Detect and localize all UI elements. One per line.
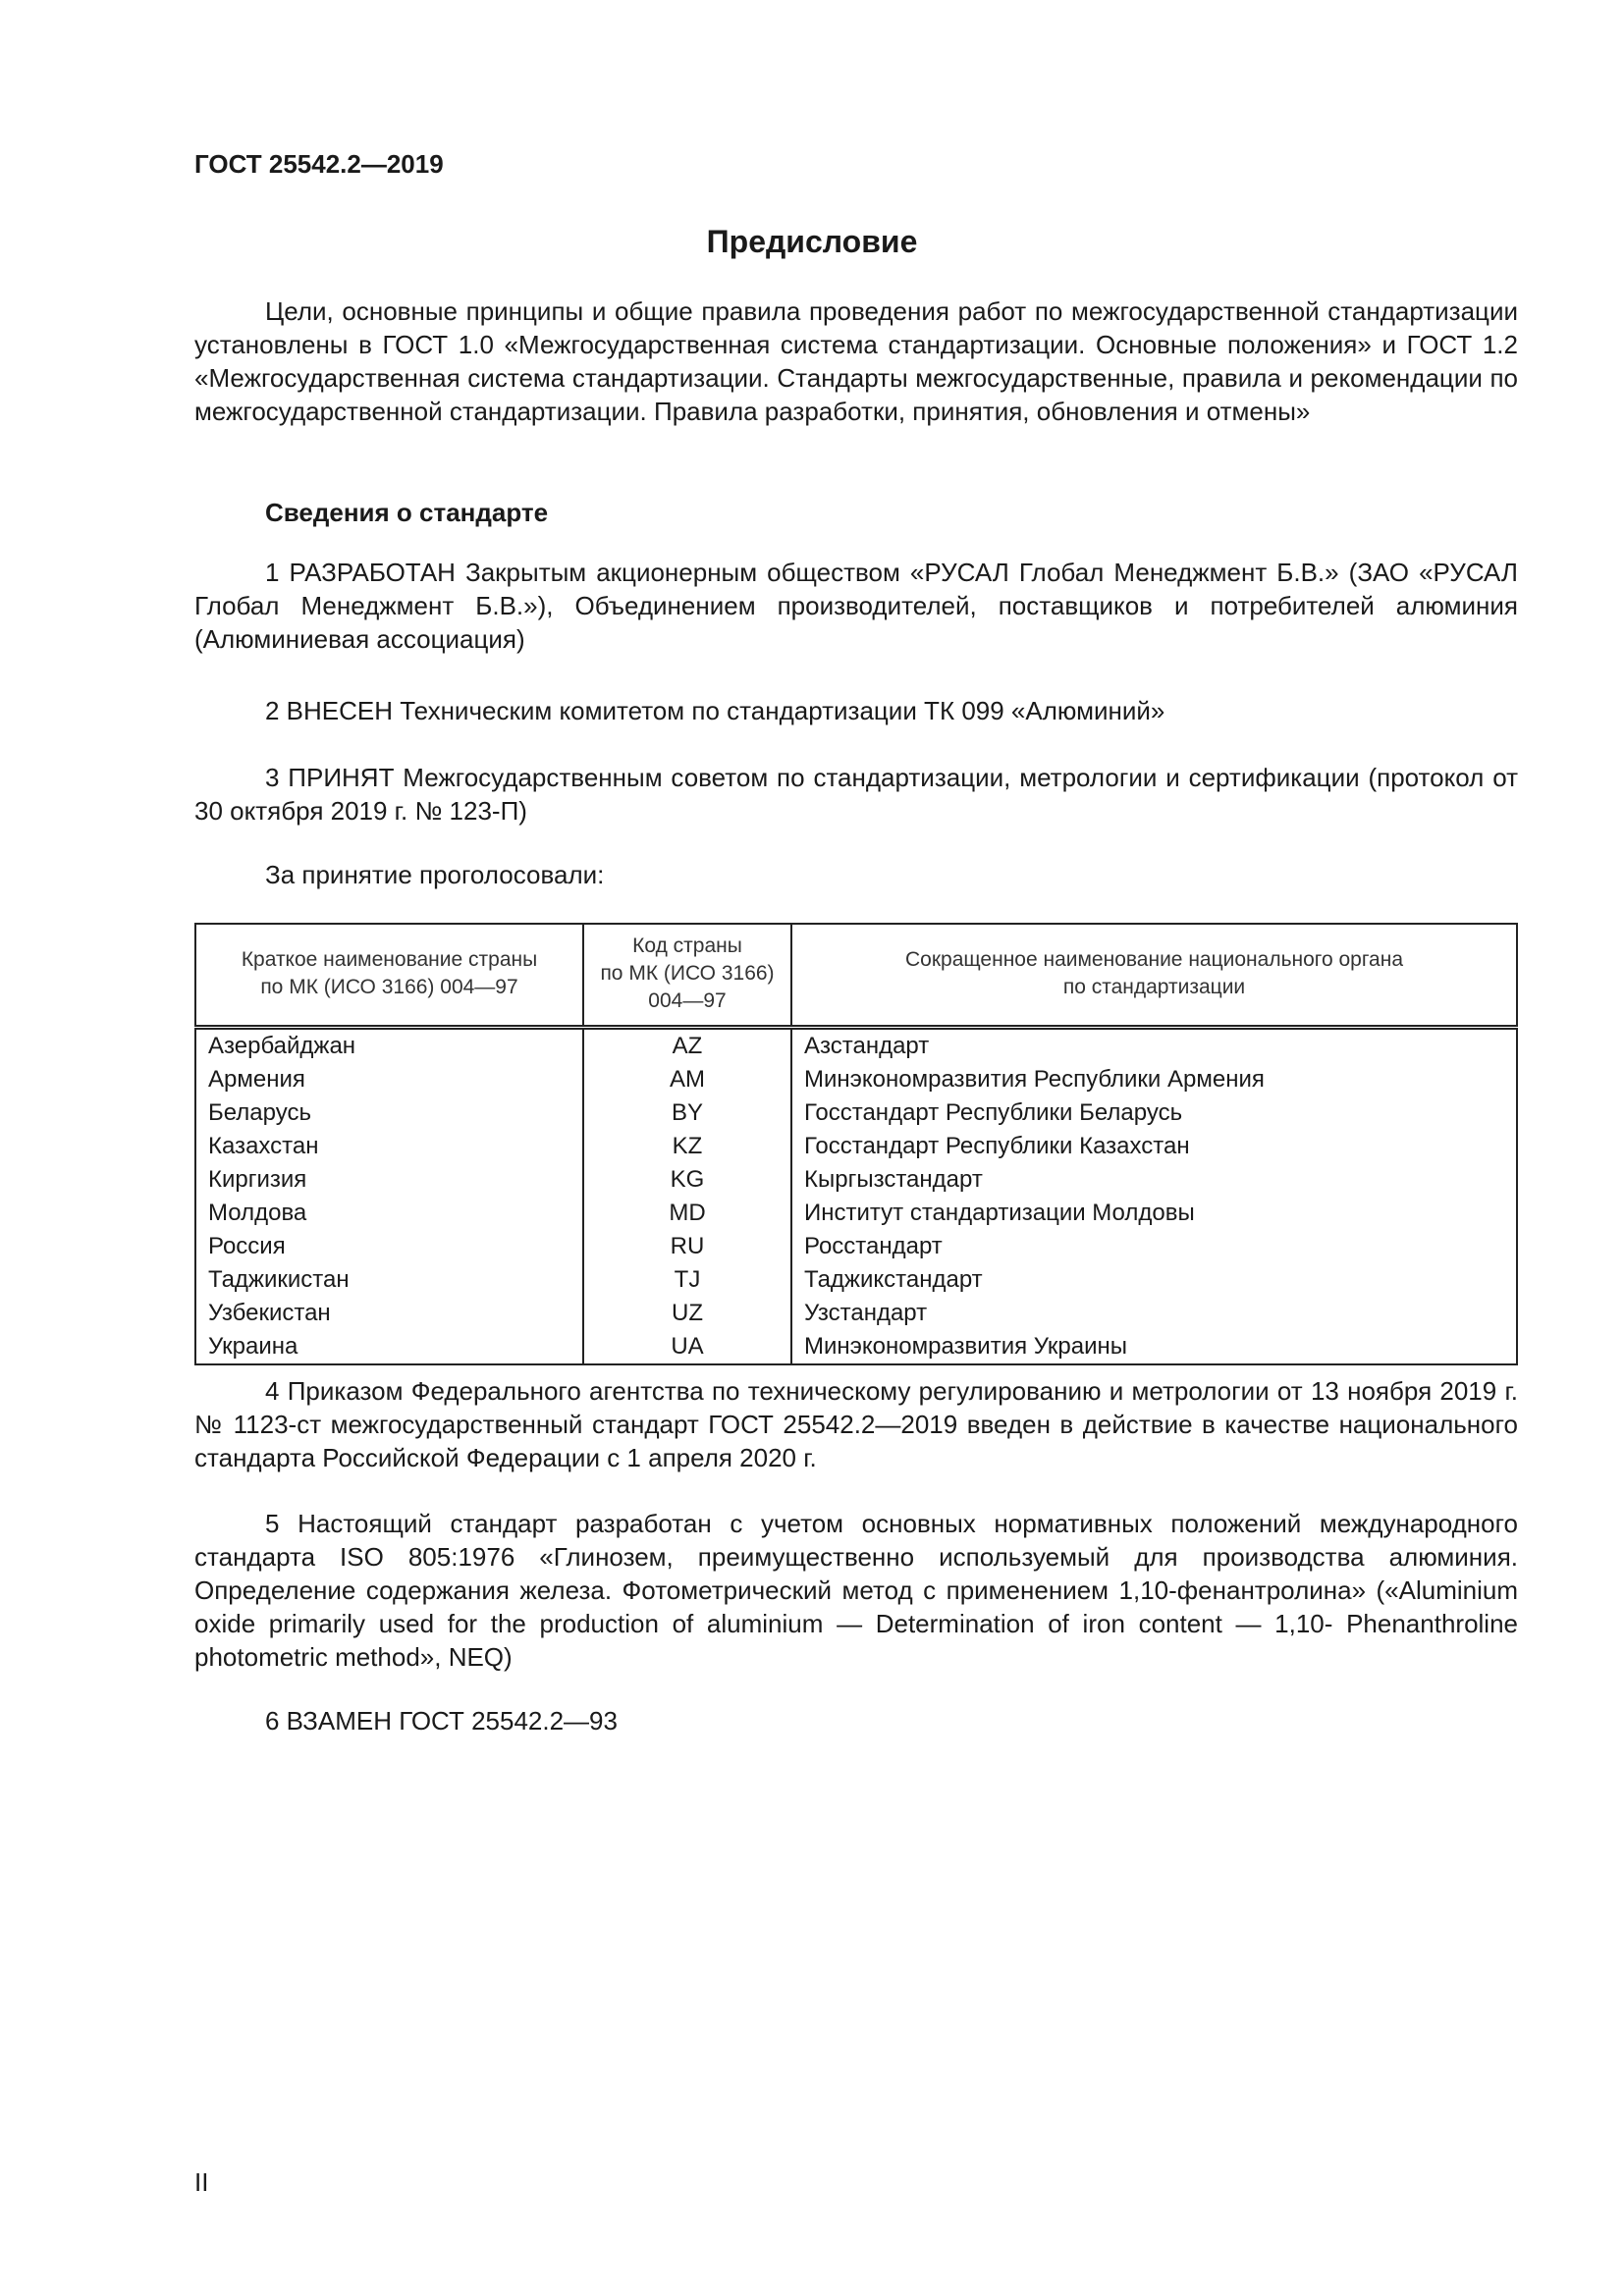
cell-body: Узстандарт [804, 1300, 928, 1326]
cell-code: AZ [583, 1028, 791, 1064]
item-5 [194, 1507, 1518, 1674]
page-number: II [194, 2167, 209, 2197]
cell-body: Институт стандартизации Молдовы [804, 1200, 1195, 1226]
table-row [195, 1096, 1517, 1130]
item-4 [194, 1374, 1518, 1474]
column-header-country: Краткое наименование страны по МК (ИСО 3166) 004—97 [195, 924, 583, 1028]
table-header-row [195, 924, 1517, 1028]
cell-country: Азербайджан [195, 1028, 583, 1064]
cell-country: Украина [195, 1330, 583, 1364]
cell-country: Казахстан [195, 1130, 583, 1163]
cell-country: Узбекистан [195, 1297, 583, 1330]
item-2: 2 ВНЕСЕН Техническим комитетом по стандартизации ТК 099 «Алюминий» [265, 696, 1165, 725]
cell-code: AM [583, 1063, 791, 1096]
cell-code: UA [583, 1330, 791, 1364]
item-6: 6 ВЗАМЕН ГОСТ 25542.2—93 [265, 1706, 618, 1735]
table-row [195, 1028, 1517, 1064]
table-row [195, 1230, 1517, 1263]
cell-code: KG [583, 1163, 791, 1197]
table-row [195, 1197, 1517, 1230]
column-header-body: Сокращенное наименование национального органа по стандартизации [791, 924, 1517, 1028]
intro-paragraph [194, 294, 1518, 428]
intro-text: Цели, основные принципы и общие правила проведения работ по межгосударственной стандартизации установлены в ГОСТ 1.0 «Межгосударственная система стандартизации. Основные положения» и ГОСТ 1.2 «Межгосударственная система стандартизации. Стандарты межгосударственные, правила и рекомендации по межгосударственной стандартизации. Правила разработки, принятия, обновления и отмены» [194, 296, 1518, 426]
item-3-text: 3 ПРИНЯТ Межгосударственным советом по стандартизации, метрологии и сертификации (протокол от 30 октября 2019 г. № 123-П) [194, 763, 1518, 826]
cell-code: TJ [583, 1263, 791, 1297]
cell-body: Азстандарт [804, 1033, 930, 1059]
cell-code: MD [583, 1197, 791, 1230]
cell-body: Госстандарт Республики Беларусь [804, 1099, 1183, 1126]
item-1 [194, 556, 1518, 656]
item-4-text: 4 Приказом Федерального агентства по техническому регулированию и метрологии от 13 ноября 2019 г. № 1123-ст межгосударственный стандарт ГОСТ 25542.2—2019 введен в действие в качестве национального стандарта Российской Федерации с 1 апреля 2020 г. [194, 1376, 1518, 1472]
table-row [195, 1263, 1517, 1297]
table-row [195, 1330, 1517, 1364]
vote-label: За принятие проголосовали: [265, 860, 605, 889]
cell-code: UZ [583, 1297, 791, 1330]
cell-country: Армения [195, 1063, 583, 1096]
document-code: ГОСТ 25542.2—2019 [194, 149, 444, 179]
item-3 [194, 761, 1518, 828]
page-title: Предисловие [706, 224, 918, 259]
section-title: Сведения о стандарте [265, 498, 549, 527]
column-header-code: Код страны по МК (ИСО 3166) 004—97 [583, 924, 791, 1028]
cell-country: Россия [195, 1230, 583, 1263]
cell-country: Киргизия [195, 1163, 583, 1197]
table-row [195, 1297, 1517, 1330]
table-row [195, 1130, 1517, 1163]
cell-body: Госстандарт Республики Казахстан [804, 1133, 1190, 1159]
cell-body: Росстандарт [804, 1233, 943, 1259]
cell-body: Кыргызстандарт [804, 1166, 983, 1193]
cell-code: RU [583, 1230, 791, 1263]
table-row [195, 1163, 1517, 1197]
cell-country: Молдова [195, 1197, 583, 1230]
item-1-text: 1 РАЗРАБОТАН Закрытым акционерным обществом «РУСАЛ Глобал Менеджмент Б.В.» (ЗАО «РУСАЛ Глобал Менеджмент Б.В.»), Объединением производителей, поставщиков и потребителей алюминия (Алюминиевая ассоциация) [194, 558, 1518, 654]
cell-country: Беларусь [195, 1096, 583, 1130]
cell-code: BY [583, 1096, 791, 1130]
table-row [195, 1063, 1517, 1096]
cell-body: Таджикстандарт [804, 1266, 983, 1293]
cell-body: Минэкономразвития Украины [804, 1333, 1128, 1360]
item-5-text: 5 Настоящий стандарт разработан с учетом основных нормативных положений международного стандарта ISO 805:1976 «Глинозем, преимущественно используемый для производства алюминия. Определение содержания железа. Фотометрический метод с применением 1,10-фенантролина» («Aluminium oxide primarily used for the production of aluminium — Determination of iron content — 1,10- Phenanthroline photometric method», NEQ) [194, 1509, 1518, 1672]
cell-country: Таджикистан [195, 1263, 583, 1297]
cell-body: Минэкономразвития Республики Армения [804, 1066, 1265, 1093]
voting-table [194, 923, 1518, 1365]
cell-code: KZ [583, 1130, 791, 1163]
